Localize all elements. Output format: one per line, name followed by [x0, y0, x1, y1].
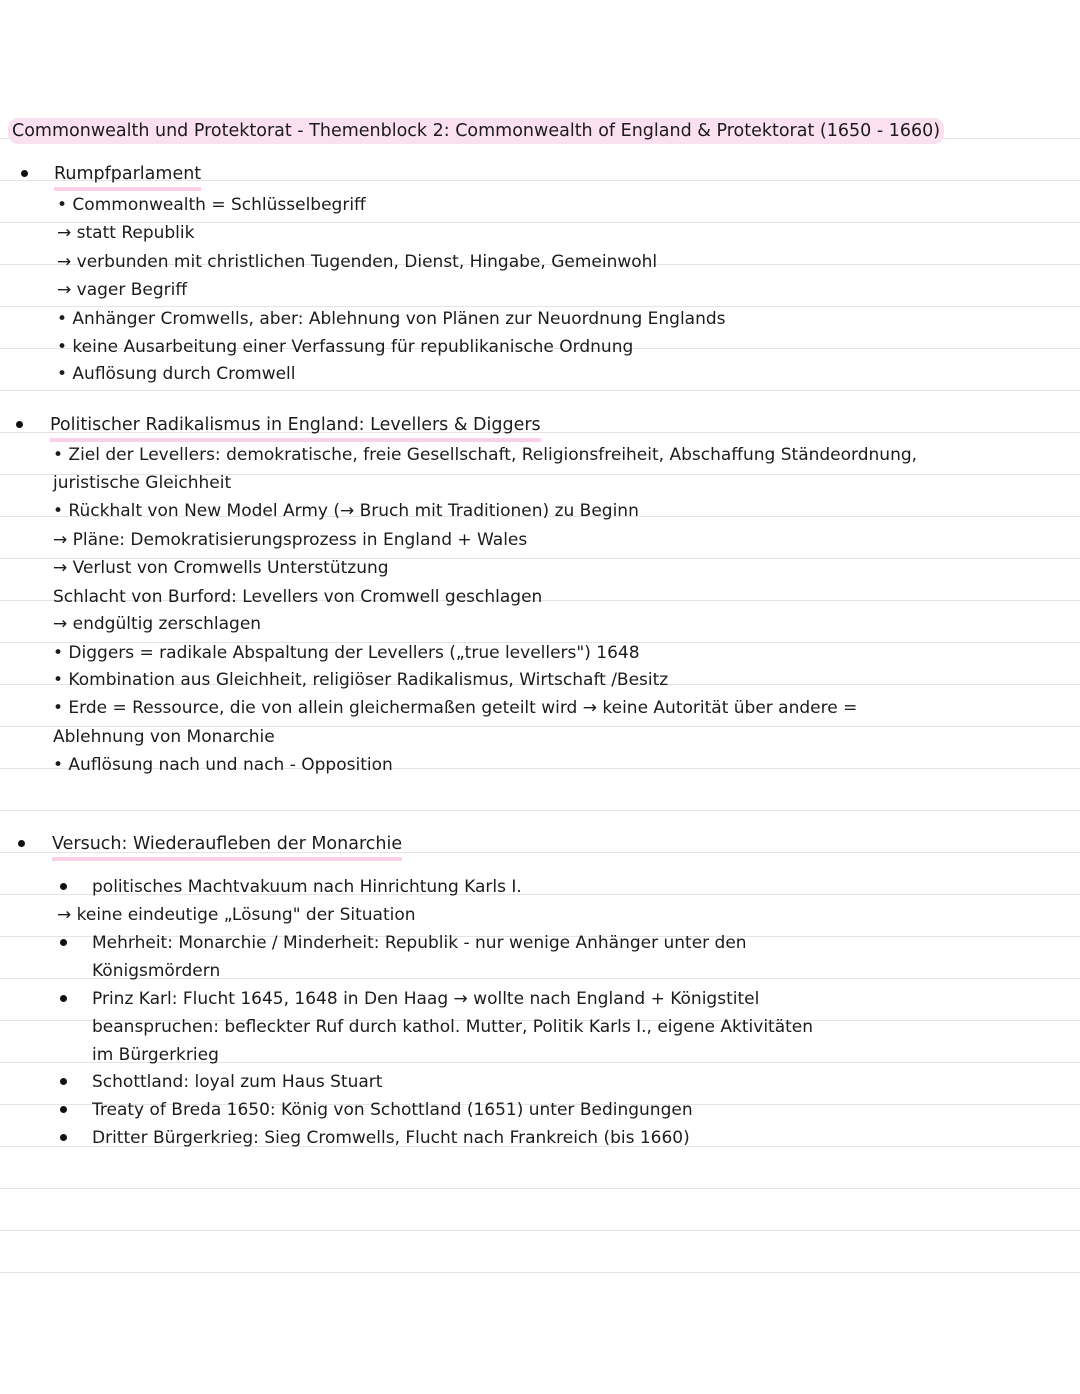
- note-line: im Bürgerkrieg: [92, 1045, 219, 1065]
- list-bullet-icon: [60, 883, 67, 890]
- note-line: • Auflösung durch Cromwell: [57, 364, 296, 384]
- page-title: Commonwealth und Protektorat - Themenblock 2: Commonwealth of England & Protektorat (1650 - 1660): [8, 118, 944, 144]
- note-line: • Rückhalt von New Model Army (→ Bruch mit Traditionen) zu Beginn: [53, 501, 639, 521]
- note-line: • Diggers = radikale Abspaltung der Levellers („true levellers") 1648: [53, 643, 640, 663]
- section-heading: Versuch: Wiederaufleben der Monarchie: [52, 833, 402, 861]
- note-line: • Commonwealth = Schlüsselbegriff: [57, 195, 366, 215]
- list-bullet-icon: [60, 995, 67, 1002]
- note-line: juristische Gleichheit: [53, 473, 232, 493]
- section-bullet-icon: [18, 840, 25, 847]
- note-line: • Erde = Ressource, die von allein gleichermaßen geteilt wird → keine Autorität über andere =: [53, 698, 858, 718]
- list-bullet-icon: [60, 1106, 67, 1113]
- note-line: • Anhänger Cromwells, aber: Ablehnung von Plänen zur Neuordnung Englands: [57, 309, 726, 329]
- note-line: → endgültig zerschlagen: [53, 614, 262, 634]
- section-heading: Politischer Radikalismus in England: Levellers & Diggers: [50, 414, 541, 442]
- note-line: Ablehnung von Monarchie: [53, 727, 275, 747]
- section-heading: Rumpfparlament: [54, 163, 201, 191]
- note-line: → verbunden mit christlichen Tugenden, Dienst, Hingabe, Gemeinwohl: [57, 252, 658, 272]
- note-line: → Verlust von Cromwells Unterstützung: [53, 558, 389, 578]
- note-line: → Pläne: Demokratisierungsprozess in England + Wales: [53, 530, 528, 550]
- note-line: • keine Ausarbeitung einer Verfassung für republikanische Ordnung: [57, 337, 634, 357]
- note-line: • Ziel der Levellers: demokratische, freie Gesellschaft, Religionsfreiheit, Abschaffung Ständeordnung,: [53, 445, 918, 465]
- section-bullet-icon: [21, 170, 28, 177]
- note-line: Dritter Bürgerkrieg: Sieg Cromwells, Flucht nach Frankreich (bis 1660): [92, 1128, 690, 1148]
- note-line: Mehrheit: Monarchie / Minderheit: Republik - nur wenige Anhänger unter den: [92, 933, 747, 953]
- list-bullet-icon: [60, 939, 67, 946]
- note-line: Schlacht von Burford: Levellers von Cromwell geschlagen: [53, 587, 543, 607]
- note-line: Prinz Karl: Flucht 1645, 1648 in Den Haag → wollte nach England + Königstitel: [92, 989, 760, 1009]
- note-line: • Kombination aus Gleichheit, religiöser Radikalismus, Wirtschaft /Besitz: [53, 670, 669, 690]
- note-line: beanspruchen: befleckter Ruf durch kathol. Mutter, Politik Karls I., eigene Aktivitäten: [92, 1017, 814, 1037]
- note-line: politisches Machtvakuum nach Hinrichtung Karls I.: [92, 877, 522, 897]
- list-bullet-icon: [60, 1134, 67, 1141]
- note-line: Königsmördern: [92, 961, 221, 981]
- note-line: → statt Republik: [57, 223, 195, 243]
- note-line: → vager Begriff: [57, 280, 188, 300]
- list-bullet-icon: [60, 1078, 67, 1085]
- note-line: Treaty of Breda 1650: König von Schottland (1651) unter Bedingungen: [92, 1100, 693, 1120]
- section-bullet-icon: [16, 421, 23, 428]
- note-line: Schottland: loyal zum Haus Stuart: [92, 1072, 383, 1092]
- note-line: • Auflösung nach und nach - Opposition: [53, 755, 393, 775]
- note-line: → keine eindeutige „Lösung" der Situation: [57, 905, 416, 925]
